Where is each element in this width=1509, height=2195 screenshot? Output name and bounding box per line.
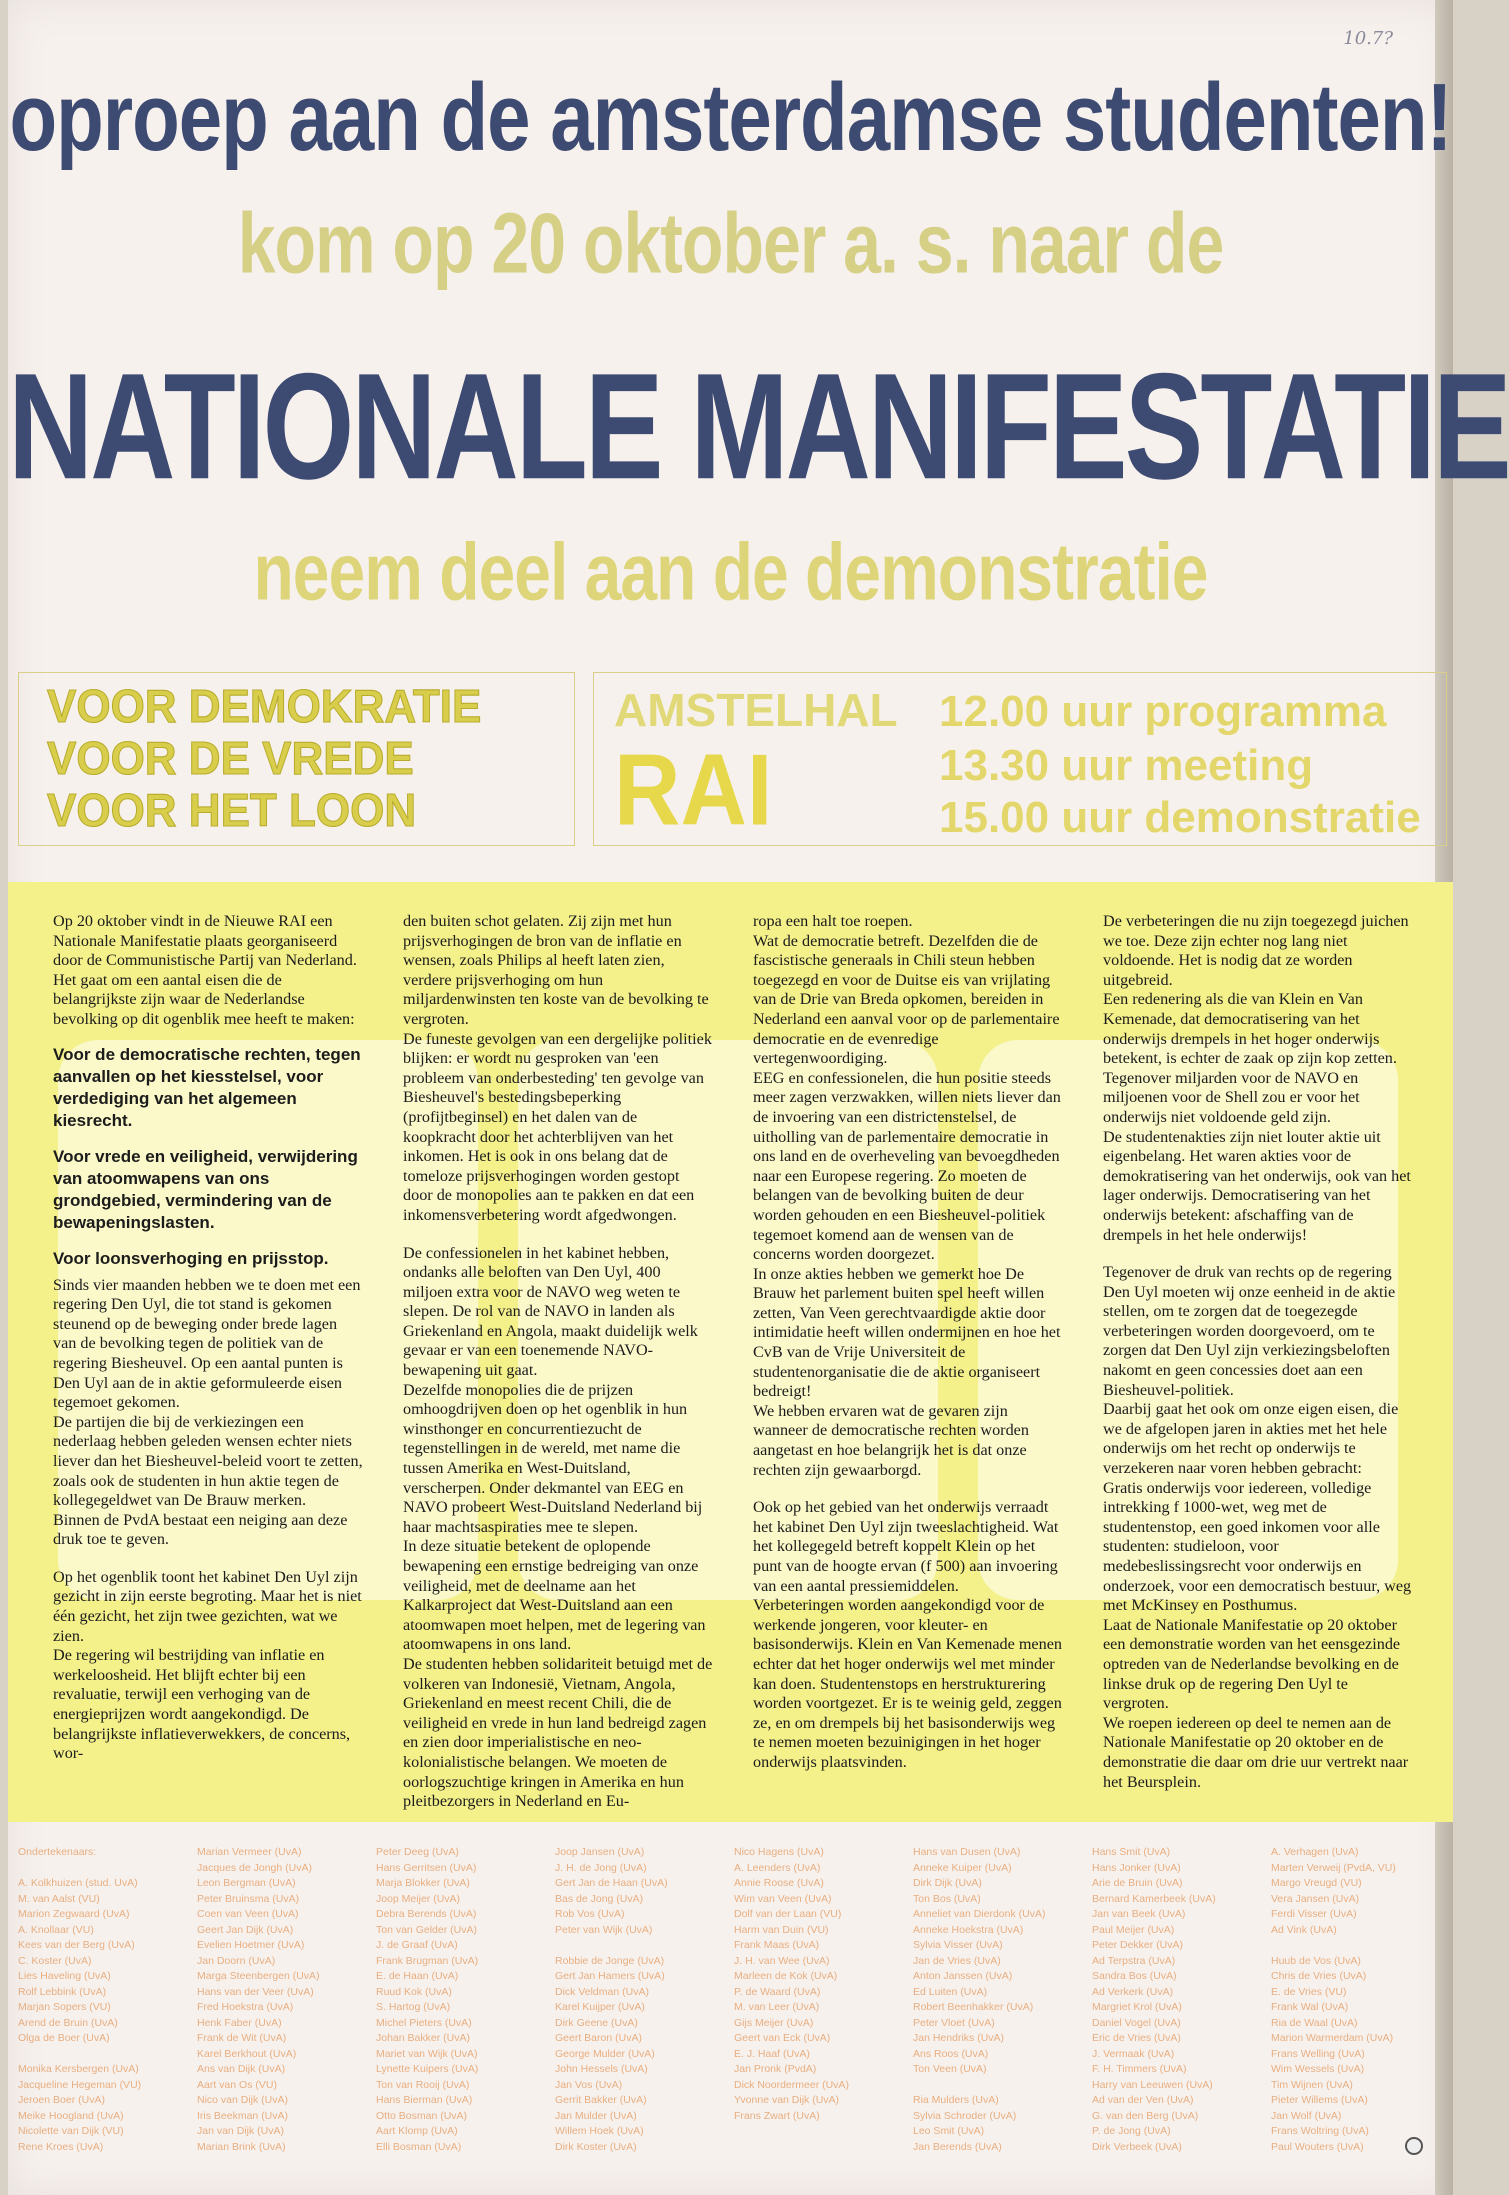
signatory-name: Hans Smit (UvA)	[1092, 1846, 1171, 1858]
signatory-name: Gijs Meijer (UvA)	[734, 2016, 814, 2029]
signatory-name: Vera Jansen (UvA)	[1271, 1892, 1360, 1905]
signatory-name: Ad Terpstra (UvA)	[1092, 1954, 1176, 1967]
signatory-name: Henk Faber (UvA)	[197, 2016, 282, 2029]
signatory-name: Frank de Wit (UvA)	[197, 2032, 287, 2044]
signatory-name	[18, 2047, 185, 2063]
signatory-name: Anneke Hoekstra (UvA)	[913, 1923, 1024, 1936]
signatory-name: Aart Klomp (UvA)	[376, 2125, 458, 2137]
signatory-name: G. van den Berg (UvA)	[1092, 2109, 1199, 2122]
signatory-name: Anneke Kuiper (UvA)	[913, 1861, 1012, 1874]
signatory-name: Marja Blokker (UvA)	[376, 1877, 470, 1889]
poster	[8, 0, 1509, 2195]
signatory-name: Willem Hoek (UvA)	[555, 2125, 644, 2137]
body-paragraph: Laat de Nationale Manifestatie op 20 oktober een demonstratie worden van het eensgezinde optreden van de Nederlandse bevolking en de linkse druk op de regering Den Uyl te vergroten.	[1103, 1615, 1401, 1713]
signatory-name: P. de Jong (UvA)	[1092, 2125, 1171, 2137]
signatory-name: Sylvia Schroder (UvA)	[913, 2109, 1017, 2122]
signatory-name: Jeroen Boer (UvA)	[18, 2094, 105, 2106]
signatory-name: Nico van Dijk (UvA)	[197, 2094, 289, 2106]
signatory-name: A. Knollaar (VU)	[18, 1923, 94, 1936]
signatory-name: Sylvia Visser (UvA)	[913, 1939, 1003, 1951]
signatory-name: A. Verhagen (UvA)	[1271, 1846, 1359, 1858]
signatory-name: Gert Jan de Haan (UvA)	[555, 1877, 668, 1889]
signatory-name: Nicolette van Dijk (VU)	[18, 2125, 124, 2137]
signatory-name: Pieter Willems (UvA)	[1271, 2094, 1368, 2106]
signatory-name: A. Leenders (UvA)	[734, 1861, 821, 1874]
body-paragraph: We roepen iedereen op deel te nemen aan de Nationale Manifestatie op 20 oktober en de demonstratie die daar om drie uur vertrekt naar het Beursplein.	[1103, 1713, 1409, 1791]
signatory-name: Dirk Geene (UvA)	[555, 2016, 638, 2029]
signatory-name: Robbie de Jonge (UvA)	[555, 1954, 665, 1967]
signatory-name: A. Kolkhuizen (stud. UvA)	[18, 1877, 138, 1889]
signatory-name: Hans Jonker (UvA)	[1092, 1861, 1181, 1874]
signatory-name: Fred Hoekstra (UvA)	[197, 2001, 294, 2013]
signatory-column	[197, 1845, 364, 2153]
signatory-name	[913, 2078, 1080, 2094]
signatory-name: Karel Berkhout (UvA)	[197, 2047, 297, 2060]
signatory-name: Anneliet van Dierdonk (UvA)	[913, 1908, 1046, 1920]
signatory-name: Jan Doorn (UvA)	[197, 1954, 276, 1967]
signatory-name: C. Koster (UvA)	[18, 1954, 92, 1967]
signatory-name: Peter Deeg (UvA)	[376, 1846, 459, 1858]
venue-box	[593, 672, 1447, 846]
signatory-name: J. H. de Jong (UvA)	[555, 1861, 647, 1874]
signatory-column	[555, 1845, 722, 2153]
signatory-name: Iris Beekman (UvA)	[197, 2109, 289, 2122]
signatory-name: Peter Bruinsma (UvA)	[197, 1892, 300, 1905]
signatory-name: Aart van Os (VU)	[197, 2078, 277, 2091]
signatory-name: Frank Wal (UvA)	[1271, 2001, 1349, 2013]
signatory-name: Meike Hoogland (UvA)	[18, 2109, 124, 2122]
demand-paragraph: Voor loonsverhoging en prijsstop.	[53, 1248, 329, 1268]
body-paragraph: In onze akties hebben we gemerkt hoe De Brauw het parlement buiten spel heeft willen zetten, Van Veen gerechtvaardigde aktie door intimidatie heeft willen ondermijnen en hoe het CvB van de Vrije Universiteit de studentenorganisatie die de aktie organiseert bedreigt!	[753, 1264, 1061, 1401]
body-paragraph: Daarbij gaat het ook om onze eigen eisen, die we de afgelopen jaren in akties met het hele onderwijs om het recht op onderwijs te verzekeren naar voren hebben gebracht:	[1103, 1400, 1399, 1478]
signatory-name: Leon Bergman (UvA)	[197, 1877, 296, 1889]
signatory-name: Frans Zwart (UvA)	[734, 2109, 820, 2122]
schedule-item: 12.00 uur programma	[939, 687, 1387, 736]
pushpin-icon	[1405, 2137, 1423, 2155]
signatory-name: Marten Verweij (PvdA, VU)	[1271, 1861, 1396, 1874]
signatory-name: E. J. Haaf (UvA)	[734, 2047, 810, 2060]
signatory-name: E. de Vries (VU)	[1271, 1985, 1347, 1998]
signatory-name: Arie de Bruin (UvA)	[1092, 1877, 1183, 1889]
body-paragraph: Een redenering als die van Klein en Van Kemenade, dat democratisering van het onderwijs drempels in het hoger onderwijs betekent, is echter de zaak op zijn kop zetten. Tegenover miljarden voor de NAVO en miljoenen voor de Shell zou er voor het onderwijs niet voldoende geld zijn.	[1103, 990, 1397, 1126]
signatory-name: J. de Graaf (UvA)	[376, 1939, 458, 1951]
signatory-name: Ton Bos (UvA)	[913, 1892, 981, 1905]
signatory-name: Robert Beenhakker (UvA)	[913, 2001, 1034, 2013]
body-paragraph: Binnen de PvdA bestaat een neiging aan deze druk toe te geven.	[53, 1510, 348, 1549]
signatory-name: Ruud Kok (UvA)	[376, 1985, 452, 1998]
signatory-name: Dolf van der Laan (VU)	[734, 1908, 842, 1920]
signatory-name: Margriet Krol (UvA)	[1092, 2001, 1182, 2013]
body-paragraph: De regering wil bestrijding van inflatie en werkeloosheid. Het blijft echter bij een revaluatie, terwijl een verhoging van de energieprijzen wordt aangekondigd. De belangrijkste inflatieverwekkers, de concerns, wor-	[53, 1646, 351, 1763]
signatory-name: Frans Welling (UvA)	[1271, 2047, 1365, 2060]
demand-paragraph: Voor de democratische rechten, tegen aanvallen op het kiesstelsel, voor verdediging van het algemeen kiesrecht.	[53, 1044, 361, 1130]
event-title: NATIONALE MANIFESTATIE	[8, 342, 1509, 512]
signatory-name: Dick Noordermeer (UvA)	[734, 2078, 849, 2091]
signatory-name: Marian Vermeer (UvA)	[197, 1846, 302, 1858]
body-paragraph: Dezelfde monopolies die de prijzen omhoogdrijven doen op het ogenblik in hun winsthonger en concurrentiezucht de tegenstellingen in de wereld, met name die tussen Amerika en West-Duitsland, verscherpen. Onder dekmantel van EEG en NAVO probeert West-Duitsland Nederland bij haar machtsaspiraties mee te slepen.	[403, 1380, 703, 1536]
signatory-name: John Hessels (UvA)	[555, 2063, 648, 2075]
slogan-box	[18, 672, 575, 846]
signatory-name	[555, 1938, 722, 1954]
signatory-name: Hans Gerritsen (UvA)	[376, 1861, 477, 1874]
venue-name: RAI	[614, 734, 773, 847]
signatory-name: Huub de Vos (UvA)	[1271, 1954, 1361, 1967]
signatory-name: Ans van Dijk (UvA)	[197, 2063, 286, 2075]
signatory-name: Ferdi Visser (UvA)	[1271, 1908, 1357, 1920]
handwritten-note: 10.7?	[1343, 28, 1393, 49]
signatory-name: Marian Brink (UvA)	[197, 2140, 286, 2153]
signatory-name: Gert Jan Hamers (UvA)	[555, 1970, 665, 1982]
body-paragraph: Verbeteringen worden aangekondigd voor de werkende jongeren, voor kleuter- en basisonderwijs. Klein en Van Kemenade menen echter dat het hoger onderwijs wel met minder kan doen. Studentenstops en herstrukturering worden voortgezet. Er is te weinig geld, zeggen ze, en om drempels bij het basisonderwijs weg te nemen moeten bezuinigingen in het hoger onderwijs plaatsvinden.	[753, 1596, 1062, 1771]
body-paragraph: Op het ogenblik toont het kabinet Den Uyl zijn gezicht in zijn eerste begroting. Maar het is niet één gezicht, het zijn twee gezichten, wat we zien.	[53, 1567, 362, 1645]
body-paragraph: Gratis onderwijs voor iedereen, volledige intrekking f 1000-wet, weg met de studentenstop, een goed inkomen voor alle studenten: studieloon, voor medebeslissingsrecht voor onderwijs en onderzoek, voor een democratisch bestuur, weg met McKinsey en Posthumus.	[1103, 1478, 1412, 1615]
signatory-name: Dick Veldman (UvA)	[555, 1985, 649, 1998]
signatory-name: Geert Jan Dijk (UvA)	[197, 1923, 294, 1936]
signatory-name: Rolf Lebbink (UvA)	[18, 1985, 107, 1998]
body-paragraph: Op 20 oktober vindt in de Nieuwe RAI een Nationale Manifestatie plaats georganiseerd door de Communistische Partij van Nederland. Het gaat om een aantal eisen die de belangrijkste zijn waar de Nederlandse bevolking op dit ogenblik mee heeft te maken:	[53, 912, 357, 1028]
signatory-name: Kees van der Berg (UvA)	[18, 1939, 135, 1951]
signatory-name: Frans Woltring (UvA)	[1271, 2125, 1369, 2137]
signatory-column	[913, 1845, 1080, 2153]
body-paragraph: Tegenover de druk van rechts op de regering Den Uyl moeten wij onze eenheid in de aktie stellen, om te zorgen dat de toegezegde verbeteringen worden doorgevoerd, om te zorgen dat Den Uyl zijn verkiezingsbeloften nakomt en geen concessies doet aan een Biesheuvel-politiek.	[1103, 1263, 1396, 1399]
signatory-name: Arend de Bruin (UvA)	[18, 2016, 118, 2029]
signatory-name: Ad van der Ven (UvA)	[1092, 2094, 1194, 2106]
body-paragraph: Wat de democratie betreft. Dezelfden die de fascistische generaals in Chili steun hebben toegezegd en voor de Duitse eis van vrijlating van de Drie van Breda opkomen, bereiden in Nederland een aanval voor op de parlementaire democratie en de evenredige vertegenwoordiging.	[753, 931, 1060, 1068]
signatory-name: Bernard Kamerbeek (UvA)	[1092, 1892, 1216, 1905]
signatory-name: M. van Leer (UvA)	[734, 2001, 820, 2013]
body-paragraph: EEG en confessionelen, die hun positie steeds meer zagen verzwakken, willen niets liever dan de invoering van een districtenstelsel, de uitholling van de parlementaire democratie in ons land en de overheveling van bevoegdheden naar een Europese regering. Zo moeten de belangen van de bevolking buiten de deur worden gehouden en een Biesheuvel-politiek tegemoet komend aan de wensen van de concerns worden doorgezet.	[753, 1068, 1061, 1264]
signatory-name: Paul Meijer (UvA)	[1092, 1923, 1175, 1936]
signatory-name: Geert van Eck (UvA)	[734, 2032, 831, 2044]
signatory-name: P. de Waard (UvA)	[734, 1985, 821, 1998]
signatory-name: Dirk Koster (UvA)	[555, 2140, 637, 2153]
signatory-name: Michel Pieters (UvA)	[376, 2016, 472, 2029]
signatory-name: Frank Maas (UvA)	[734, 1939, 820, 1951]
text-column-3	[753, 912, 1063, 1812]
text-column-4	[1103, 912, 1413, 1812]
slogan-wage: VOOR HET LOON	[47, 785, 417, 837]
signatory-name: J. Vermaak (UvA)	[1092, 2047, 1175, 2060]
signatory-name: Tim Wijnen (UvA)	[1271, 2078, 1353, 2091]
signatory-name: S. Hartog (UvA)	[376, 2001, 451, 2013]
body-columns	[53, 912, 1413, 1812]
signatory-name: Jacqueline Hegeman (VU)	[18, 2078, 142, 2091]
signatory-name: Ad Verkerk (UvA)	[1092, 1985, 1174, 1998]
body-paragraph: De studenten hebben solidariteit betuigd met de volkeren van Indonesië, Vietnam, Angola, Griekenland en meest recent Chili, die de veiligheid en vrede in hun land bedreigd zagen en zien door imperialistische en neo-kolonialistische belangen. We moeten de oorlogszuchtige kringen in Amerika en hun pleitbezorgers in Nederland en Eu-	[403, 1654, 713, 1811]
signatory-name: Evelien Hoetmer (UvA)	[197, 1939, 305, 1951]
signatory-name: Jan Pronk (PvdA)	[734, 2063, 817, 2075]
subheadline: kom op 20 oktober a. s. naar de	[237, 196, 1224, 292]
signatory-name: Elli Bosman (UvA)	[376, 2140, 462, 2153]
signatory-name: E. de Haan (UvA)	[376, 1970, 459, 1982]
signatory-name: Ans Roos (UvA)	[913, 2047, 989, 2060]
text-column-2	[403, 912, 713, 1812]
body-paragraph: De confessionelen in het kabinet hebben, ondanks alle beloften van Den Uyl, 400 miljoen extra voor de NAVO weg weten te slepen. De rol van de NAVO in landen als Griekenland en Angola, maakt duidelijk welk gevaar er van een toenemende NAVO-bewapening uit gaat.	[403, 1243, 698, 1380]
demand-paragraph: Voor vrede en veiligheid, verwijdering van atoomwapens van ons grondgebied, vermindering van de bewapeningslasten.	[53, 1146, 358, 1232]
signatory-name: Lynette Kuipers (UvA)	[376, 2063, 479, 2075]
signatory-name	[18, 1861, 185, 1877]
signatory-column	[1271, 1845, 1438, 2153]
signatory-name: Harm van Duin (VU)	[734, 1923, 829, 1936]
slogan-peace: VOOR DE VREDE	[47, 733, 414, 785]
signatory-name	[1271, 1938, 1438, 1954]
signatory-name: Monika Kersbergen (UvA)	[18, 2063, 139, 2075]
body-paragraph: De verbeteringen die nu zijn toegezegd juichen we toe. Deze zijn echter nog lang niet voldoende. Het is nodig dat ze worden uitgebreid.	[1103, 912, 1409, 989]
signatory-name: Annie Roose (UvA)	[734, 1877, 824, 1889]
signatory-name: Jan Berends (UvA)	[913, 2140, 1002, 2153]
signatory-name: Mariet van Wijk (UvA)	[376, 2047, 478, 2060]
signatories-list	[18, 1845, 1438, 2153]
body-paragraph: Ook op het gebied van het onderwijs verraadt het kabinet Den Uyl zijn tweeslachtigheid. Wat het kollegegeld betreft koppelt Klein op het punt van de hoogte ervan (f 500) aan invoering van een aantal pressiemiddelen.	[753, 1498, 1059, 1595]
signatory-name: Marion Zegwaard (UvA)	[18, 1908, 130, 1920]
signatory-name: Johan Bakker (UvA)	[376, 2032, 470, 2044]
signatory-name: Debra Berends (UvA)	[376, 1908, 477, 1920]
signatory-name: Ton van Gelder (UvA)	[376, 1923, 477, 1936]
schedule-item: 13.30 uur meeting	[939, 741, 1314, 790]
signatory-name: Daniel Vogel (UvA)	[1092, 2016, 1181, 2029]
signatory-name: Geert Baron (UvA)	[555, 2032, 642, 2044]
signatory-column	[734, 1845, 901, 2145]
signatory-name: Rob Vos (UvA)	[555, 1908, 625, 1920]
signatory-name: Jacques de Jongh (UvA)	[197, 1861, 312, 1874]
signatory-name: Dirk Dijk (UvA)	[913, 1877, 982, 1889]
signatory-name: Wim Wessels (UvA)	[1271, 2063, 1365, 2075]
text-column-1	[53, 912, 363, 1812]
slogan-democracy: VOOR DEMOKRATIE	[47, 681, 482, 733]
signatory-name: Ad Vink (UvA)	[1271, 1923, 1337, 1936]
body-paragraph: den buiten schot gelaten. Zij zijn met hun prijsverhogingen de bron van de inflatie en wensen, zoals Philips al heeft laten zien, verdere prijsverhoging om hun miljardenwinsten ten koste van de bevolking te vergroten.	[403, 912, 709, 1028]
signatory-name: Sandra Bos (UvA)	[1092, 1970, 1177, 1982]
signatory-name: Lies Haveling (UvA)	[18, 1970, 111, 1982]
signatory-name: Jan Hendriks (UvA)	[913, 2032, 1005, 2044]
venue-hall: AMSTELHAL	[614, 684, 898, 736]
signatory-name: Jan van Beek (UvA)	[1092, 1908, 1186, 1920]
signatory-name: Marjan Sopers (VU)	[18, 2001, 111, 2013]
signatory-name: Eric de Vries (UvA)	[1092, 2032, 1181, 2044]
schedule-item: 15.00 uur demonstratie	[939, 793, 1421, 842]
signatory-name: Frank Brugman (UvA)	[376, 1954, 479, 1967]
signatory-name: Jan Mulder (UvA)	[555, 2109, 637, 2122]
call-to-action: neem deel aan de demonstratie	[253, 526, 1208, 617]
signatory-name: Chris de Vries (UvA)	[1271, 1970, 1367, 1982]
signatory-name: Ed Luiten (UvA)	[913, 1985, 988, 1998]
signatory-name: Olga de Boer (UvA)	[18, 2032, 110, 2044]
signatory-name: J. H. van Wee (UvA)	[734, 1954, 830, 1967]
signatory-name: Gerrit Bakker (UvA)	[555, 2094, 647, 2106]
signatory-name: Marga Steenbergen (UvA)	[197, 1970, 320, 1982]
signatory-name: Ria de Waal (UvA)	[1271, 2016, 1358, 2029]
signatory-name: Hans Bierman (UvA)	[376, 2094, 473, 2106]
signatory-name: Peter Dekker (UvA)	[1092, 1939, 1184, 1951]
signatory-name: Wim van Veen (UvA)	[734, 1892, 832, 1905]
signatory-name: Anton Janssen (UvA)	[913, 1970, 1013, 1982]
signatory-name: Bas de Jong (UvA)	[555, 1892, 644, 1905]
signatory-name: Ton van Rooij (UvA)	[376, 2078, 470, 2091]
signatory-name: Ondertekenaars:	[18, 1846, 97, 1858]
headline: oproep aan de amsterdamse studenten!	[9, 63, 1452, 171]
signatory-name: Peter van Wijk (UvA)	[555, 1923, 653, 1936]
signatory-name: Coen van Veen (UvA)	[197, 1908, 299, 1920]
signatory-column	[18, 1845, 185, 2153]
signatory-name: Ton Veen (UvA)	[913, 2063, 987, 2075]
signatory-name: Karel Kuijper (UvA)	[555, 2001, 645, 2013]
signatory-name: Hans van der Veer (UvA)	[197, 1985, 314, 1998]
signatory-name: Leo Smit (UvA)	[913, 2125, 985, 2137]
signatory-name: Otto Bosman (UvA)	[376, 2109, 468, 2122]
signatory-column	[376, 1845, 543, 2153]
signatory-name: Jan de Vries (UvA)	[913, 1954, 1001, 1967]
signatory-name: Joop Jansen (UvA)	[555, 1846, 645, 1858]
signatory-name: F. H. Timmers (UvA)	[1092, 2063, 1187, 2075]
body-paragraph: De funeste gevolgen van een dergelijke politiek blijken: er wordt nu gesproken van 'een probleem van onderbesteding' ten gevolge van Biesheuvel's bestedingsbeperking (profijtbeginsel) en het dalen van de koopkracht door het achterblijven van het inkomen. Het is ook in ons belang dat de tomeloze prijsverhogingen worden gestopt door de monopolies aan te pakken en dat een inkomensverbetering wordt afgedwongen.	[403, 1029, 712, 1224]
signatory-name: Joop Meijer (UvA)	[376, 1892, 461, 1905]
signatory-name: Peter Vloet (UvA)	[913, 2016, 995, 2029]
signatory-name: George Mulder (UvA)	[555, 2047, 655, 2060]
body-paragraph: De partijen die bij de verkiezingen een nederlaag hebben geleden wensen echter niets liever dan het Biesheuvel-beleid voort te zetten, zoals ook de studenten in hun aktie tegen de kollegegeldwet van De Brauw merken.	[53, 1412, 363, 1510]
signatory-name: Nico Hagens (UvA)	[734, 1846, 824, 1858]
signatory-name: M. van Aalst (VU)	[18, 1892, 100, 1905]
body-paragraph: De studentenakties zijn niet louter aktie uit eigenbelang. Het waren akties voor de demokratisering van het onderwijs, ook van het lager onderwijs. Democratisering van het onderwijs betekent: afschaffing van de drempels in het hele onderwijs!	[1103, 1127, 1411, 1244]
signatory-name: Marleen de Kok (UvA)	[734, 1970, 838, 1982]
signatory-name: Hans van Dusen (UvA)	[913, 1846, 1021, 1858]
signatory-name: Dirk Verbeek (UvA)	[1092, 2140, 1182, 2153]
body-paragraph: In deze situatie betekent de oplopende bewapening een ernstige bedreiging van onze veiligheid, met de deelname aan het Kalkarproject dat West-Duitsland aan een atoomwapen moet helpen, met de legering van atoomwapens in ons land.	[403, 1537, 706, 1654]
signatory-name: Jan Wolf (UvA)	[1271, 2109, 1342, 2122]
signatory-name: Paul Wouters (UvA)	[1271, 2140, 1364, 2153]
body-paragraph: ropa een halt toe roepen.	[753, 912, 913, 930]
signatory-name: Jan Vos (UvA)	[555, 2078, 623, 2091]
signatory-name: Harry van Leeuwen (UvA)	[1092, 2078, 1213, 2091]
body-paragraph: Sinds vier maanden hebben we te doen met een regering Den Uyl, die tot stand is gekomen steunend op de beweging onder brede lagen van de bevolking tegen de politiek van de regering Biesheuvel. Op een aantal punten is Den Uyl aan de in aktie geformuleerde eisen tegemoet gekomen.	[53, 1275, 361, 1412]
signatory-name: Marion Warmerdam (UvA)	[1271, 2032, 1394, 2044]
signatory-name: Rene Kroes (UvA)	[18, 2140, 104, 2153]
body-paragraph: We hebben ervaren wat de gevaren zijn wanneer de democratische rechten worden aangetast en hoe belangrijk het is dat onze rechten zijn gewaarborgd.	[753, 1401, 1029, 1479]
signatory-name: Yvonne van Dijk (UvA)	[734, 2094, 840, 2106]
signatory-name: Jan van Dijk (UvA)	[197, 2125, 284, 2137]
signatory-name: Ria Mulders (UvA)	[913, 2094, 999, 2106]
signatory-name: Margo Vreugd (VU)	[1271, 1877, 1362, 1889]
signatory-column	[1092, 1845, 1259, 2153]
